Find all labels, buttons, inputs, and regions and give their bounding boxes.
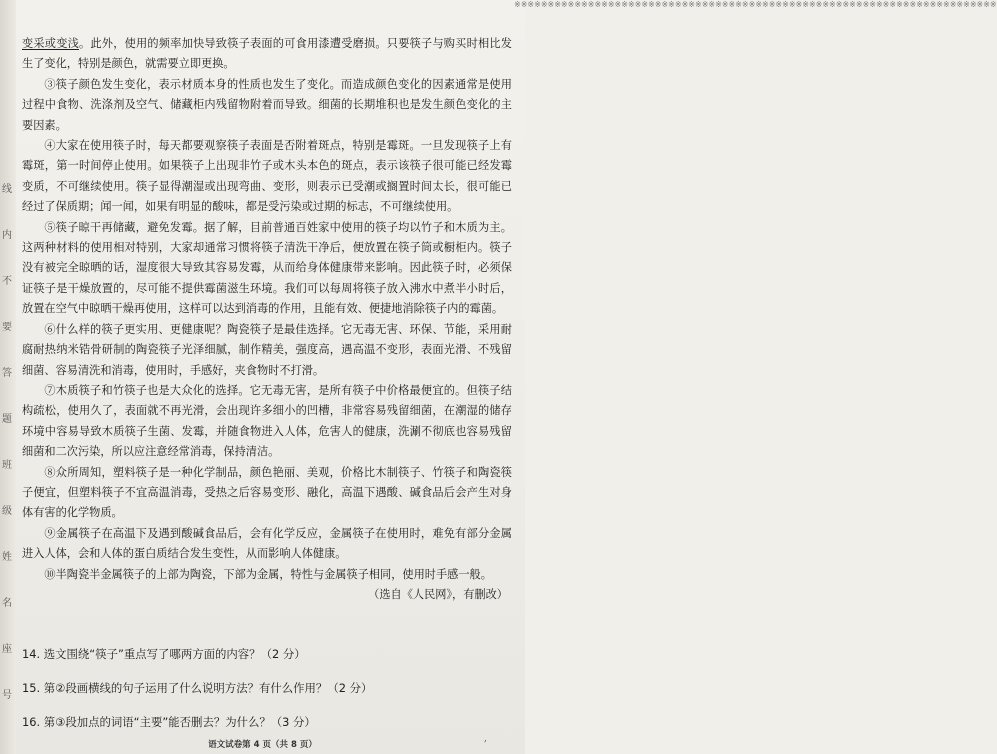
margin-char: 线	[2, 184, 12, 195]
margin-char: 答	[2, 368, 12, 379]
underlined-text: 变采或变浅	[22, 37, 79, 50]
paragraph-p10	[22, 565, 512, 585]
margin-char: 题	[2, 414, 12, 425]
source-attribution: （选自《人民网》，有删改）	[368, 587, 508, 601]
paragraph-p-cont	[22, 34, 512, 75]
margin-char: 名	[2, 598, 12, 609]
paragraph-text: ⑩半陶瓷半金属筷子的上部为陶瓷，下部为金属，特性与金属筷子相同，使用时手感一般。	[44, 567, 492, 581]
paragraph-text: ⑧众所周知，塑料筷子是一种化学制品，颜色艳丽、美观，价格比木制筷子、竹筷子和陶瓷筷子便宜，但塑料筷子不宜高温消毒，受热之后容易变形、融化，高温下遇酸、碱食品后会产生对身体有害的化学物质。	[22, 465, 512, 520]
binding-dotted-line: ※※※※※※※※※※※※※※※※※※※※※※※※※※※※※※※※※※※※※※※※※※※※※※※※※※※※※※※※※※※※※※※※※※※※※※※※	[514, 0, 997, 9]
paragraph-p8	[22, 463, 512, 524]
question-15: 15. 第②段画横线的句子运用了什么说明方法？有什么作用？（2 分）	[22, 681, 373, 695]
paragraph-p7	[22, 381, 512, 463]
paragraph-text: ⑥什么样的筷子更实用、更健康呢？陶瓷筷子是最佳选择。它无毒无害、环保、节能，采用耐腐耐热纳米锆骨研制的陶瓷筷子光泽细腻，制作精美，强度高，遇高温不变形，表面光滑、不残留细菌、容易清洗和消毒，使用时，手感好，夹食物时不打滑。	[22, 322, 512, 377]
question-14: 14. 选文围绕“筷子”重点写了哪两方面的内容？（2 分）	[22, 647, 306, 661]
margin-char: 要	[2, 322, 12, 333]
reading-passage	[22, 34, 512, 605]
paragraph-p4	[22, 136, 512, 218]
paragraph-text: ④大家在使用筷子时，每天都要观察筷子表面是否附着斑点，特别是霉斑。一旦发现筷子上有霉斑，第一时间停止使用。如果筷子上出现非竹子或木头本色的斑点，表示该筷子很可能已经发霉变质，不可继续使用。筷子显得潮湿或出现弯曲、变形，则表示已受潮或搁置时间太长，很可能已经过了保质期；闻一闻，如果有明显的酸味，都是受污染或过期的标志，不可继续使用。	[22, 139, 512, 214]
margin-char: 内	[2, 230, 12, 241]
margin-char: 级	[2, 506, 12, 517]
margin-char: 不	[2, 276, 12, 287]
paragraph-text: ⑦木质筷子和竹筷子也是大众化的选择。它无毒无害，是所有筷子中价格最便宜的。但筷子结构疏松，使用久了，表面就不再光滑，会出现许多细小的凹槽，非常容易残留细菌，在潮湿的储存环境中容易导致木质筷子生菌、发霉，并随食物进入人体，危害人的健康，洗涮不彻底也容易残留细菌和二次污染，所以应注意经常消毒，保持清洁。	[22, 383, 512, 459]
paragraph-text: ⑤筷子晾干再储藏，避免发霉。据了解，目前普通百姓家中使用的筷子均以竹子和木质为主。这两种材料的使用相对特别，大家却通常习惯将筷子清洗干净后，便放置在筷子筒或橱柜内。筷子没有被完全晾晒的话，湿度很大导致其容易发霉，从而给身体健康带来影响。因此筷子时，必须保证筷子是干燥放置的，尽可能不提供霉菌滋生环境。我们可以每周将筷子放入沸水中煮半小时后，放置在空气中晾晒干燥再使用，这样可以达到消毒的作用，且能有效、便捷地消除筷子内的霉菌。	[22, 220, 512, 316]
binding-margin	[0, 0, 16, 754]
margin-char: 班	[2, 460, 12, 471]
margin-char: 号	[2, 690, 12, 701]
paragraph-text: ⑨金属筷子在高温下及遇到酸碱食品后，会有化学反应，金属筷子在使用时，难免有部分金属进入人体，会和人体的蛋白质结合发生变性，从而影响人体健康。	[22, 526, 512, 561]
margin-char: 姓	[2, 552, 12, 563]
margin-char: 座	[2, 644, 12, 655]
paragraph-p3	[22, 75, 512, 136]
paragraph-text: ③筷子颜色发生变化，表示材质本身的性质也发生了变化。而造成颜色变化的因素通常是使用过程中食物、洗涤剂及空气、储藏柜内残留物附着而导致。细菌的长期堆积也是发生颜色变化的主要因素。	[22, 77, 512, 132]
question-16: 16. 第③段加点的词语“主要”能否删去？为什么？（3 分）	[22, 715, 316, 729]
paragraph-p9	[22, 524, 512, 565]
paragraph-text: 。此外，使用的频率加快导致筷子表面的可食用漆遭受磨损。只要筷子与购买时相比发生了变化，特别是颜色，就需要立即更换。	[22, 37, 512, 71]
paragraph-p5	[22, 218, 512, 320]
ink-dot: ,	[484, 734, 487, 744]
page-footer: 语文试卷第 4 页（共 8 页）	[208, 740, 317, 750]
paragraph-p6	[22, 320, 512, 381]
